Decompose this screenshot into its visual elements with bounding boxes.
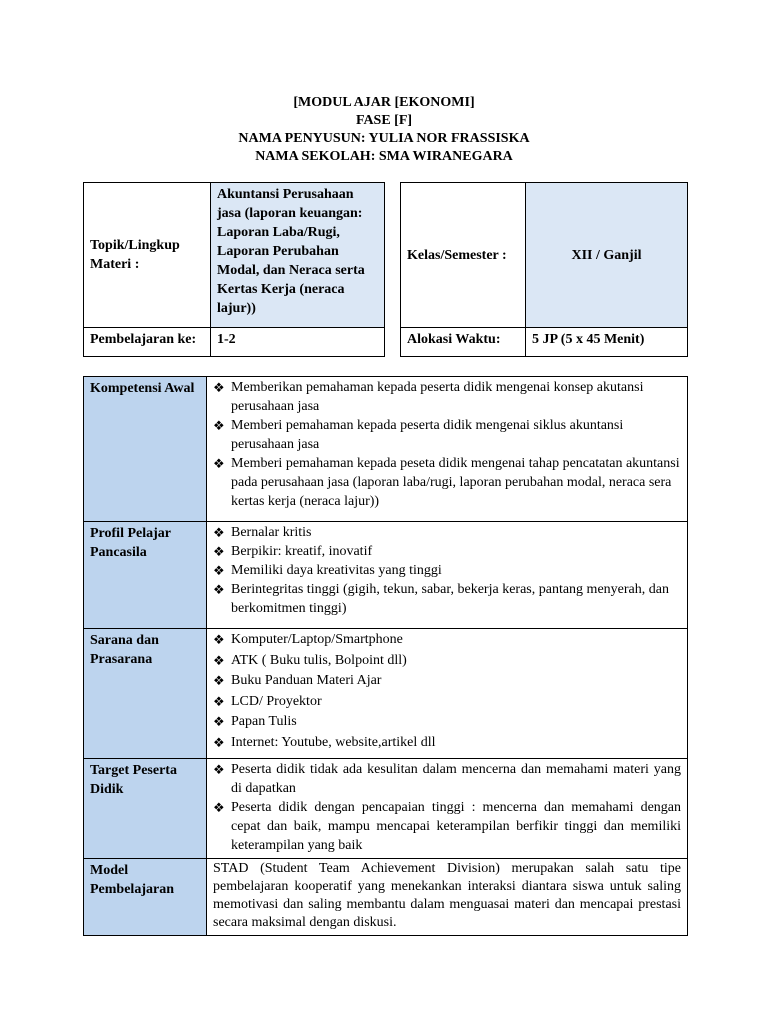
list-item: ❖ Internet: Youtube, website,artikel dll xyxy=(213,733,681,754)
list-item: ❖ ATK ( Buku tulis, Bolpoint dll) xyxy=(213,651,681,672)
kompetensi-list xyxy=(213,378,681,511)
diamond-bullet-icon: ❖ xyxy=(213,525,225,540)
target-label: Target Peserta Didik xyxy=(84,759,207,859)
sarana-label: Sarana dan Prasarana xyxy=(84,629,207,759)
sarana-content xyxy=(207,629,688,759)
list-item: ❖ Memberi pemahaman kepada peserta didik mengenai siklus akuntansi perusahaan jasa xyxy=(213,418,624,452)
diamond-bullet-icon: ❖ xyxy=(213,800,225,815)
row-target xyxy=(84,759,688,859)
kelas-value: XII / Ganjil xyxy=(526,183,688,328)
kelas-label: Kelas/Semester : xyxy=(401,183,526,328)
list-item: ❖ LCD/ Proyektor xyxy=(213,692,681,713)
model-content: STAD (Student Team Achievement Division) merupakan salah satu tipe pembelajaran kooperatif yang menekankan interaksi diantara siswa untuk saling memotivasi dan saling membantu dalam menguasai materi dan mencapai prestasi secara maksimal dengan diskusi. xyxy=(207,859,688,936)
info-table-right xyxy=(400,182,688,357)
document-header xyxy=(0,94,768,166)
diamond-bullet-icon: ❖ xyxy=(213,456,225,471)
diamond-bullet-icon: ❖ xyxy=(213,418,225,433)
list-item: ❖ Memberikan pemahaman kepada peserta didik mengenai konsep akutansi perusahaan jasa xyxy=(213,380,644,414)
list-item: ❖ Peserta didik tidak ada kesulitan dalam mencerna dan memahami materi yang di dapatkan xyxy=(213,762,681,796)
diamond-bullet-icon: ❖ xyxy=(213,714,225,729)
list-item: ❖ Memiliki daya kreativitas yang tinggi xyxy=(213,563,442,578)
list-item: ❖ Bernalar kritis xyxy=(213,525,312,540)
target-content xyxy=(207,759,688,859)
profil-list xyxy=(213,523,681,618)
pembelajaran-value: 1-2 xyxy=(211,328,385,357)
school-line: NAMA SEKOLAH: SMA WIRANEGARA xyxy=(255,149,513,164)
list-item: ❖ Berpikir: kreatif, inovatif xyxy=(213,544,373,559)
info-table-left xyxy=(83,182,385,357)
diamond-bullet-icon: ❖ xyxy=(213,563,225,578)
list-item: ❖ Komputer/Laptop/Smartphone xyxy=(213,630,681,651)
phase-title: FASE [F] xyxy=(355,113,413,128)
row-sarana xyxy=(84,629,688,759)
module-title: [MODUL AJAR [EKONOMI] xyxy=(293,95,475,110)
profil-label: Profil Pelajar Pancasila xyxy=(84,522,207,629)
diamond-bullet-icon: ❖ xyxy=(213,632,225,647)
kompetensi-content xyxy=(207,377,688,522)
diamond-bullet-icon: ❖ xyxy=(213,734,225,750)
topik-label: Topik/Lingkup Materi : xyxy=(84,183,211,328)
diamond-bullet-icon: ❖ xyxy=(213,544,225,559)
list-item: ❖ Buku Panduan Materi Ajar xyxy=(213,671,681,692)
topik-value: Akuntansi Perusahaan jasa (laporan keuangan: Laporan Laba/Rugi, Laporan Perubahan Modal, dan Neraca serta Kertas Kerja (neraca lajur)) xyxy=(211,183,385,328)
kompetensi-label: Kompetensi Awal xyxy=(84,377,207,522)
alokasi-value: 5 JP (5 x 45 Menit) xyxy=(526,328,688,357)
sarana-list xyxy=(213,630,681,753)
model-label: Model Pembelajaran xyxy=(84,859,207,936)
row-profil xyxy=(84,522,688,629)
list-item: ❖ Memberi pemahaman kepada peseta didik mengenai tahap pencatatan akuntansi pada perusahaan jasa (laporan laba/rugi, laporan perubahan modal, neraca sera kertas kerja (neraca lajur)) xyxy=(213,456,680,509)
row-model xyxy=(84,859,688,936)
pembelajaran-label: Pembelajaran ke: xyxy=(84,328,211,357)
diamond-bullet-icon: ❖ xyxy=(213,652,225,668)
list-item: ❖ Berintegritas tinggi (gigih, tekun, sabar, bekerja keras, pantang menyerah, dan berkomitmen tinggi) xyxy=(213,582,669,616)
diamond-bullet-icon: ❖ xyxy=(213,673,225,688)
diamond-bullet-icon: ❖ xyxy=(213,693,225,709)
author-line: NAMA PENYUSUN: YULIA NOR FRASSISKA xyxy=(238,131,530,146)
profil-content xyxy=(207,522,688,629)
module-detail-table xyxy=(83,376,688,936)
diamond-bullet-icon: ❖ xyxy=(213,380,225,395)
diamond-bullet-icon: ❖ xyxy=(213,762,225,777)
alokasi-label: Alokasi Waktu: xyxy=(401,328,526,357)
target-list xyxy=(213,760,681,855)
list-item: ❖ Papan Tulis xyxy=(213,712,681,733)
row-kompetensi xyxy=(84,377,688,522)
diamond-bullet-icon: ❖ xyxy=(213,582,225,597)
list-item: ❖ Peserta didik dengan pencapaian tinggi : mencerna dan memahami dengan cepat dan baik, mampu mencapai keterampilan berfikir tinggi dan memiliki keterampilan yang baik xyxy=(213,800,681,853)
